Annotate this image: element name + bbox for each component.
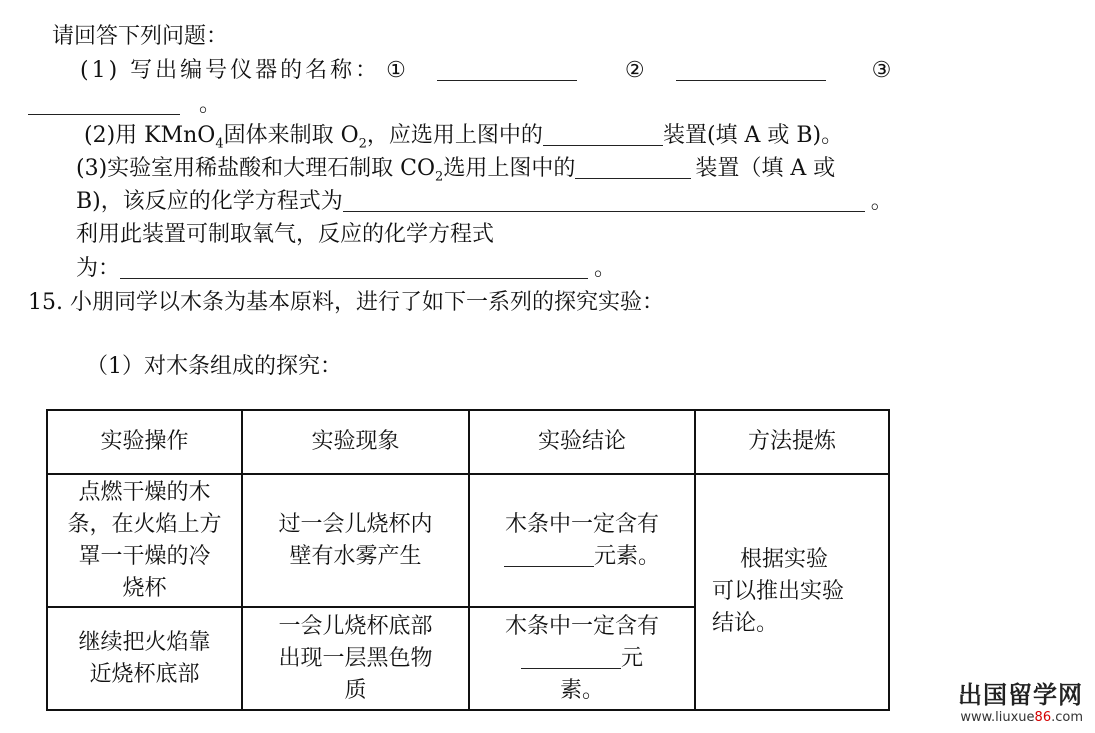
method-cell: 根据实验 可以推出实验 结论。: [695, 474, 889, 710]
q1-line2: 。: [28, 90, 221, 120]
header-operation: 实验操作: [47, 410, 242, 474]
watermark-logo: 出国留学网 www.liuxue86.com: [958, 681, 1083, 725]
experiment-table: [46, 409, 890, 711]
table-header-row: [47, 410, 889, 474]
q3-line2: B)，该反应的化学方程式为 。: [76, 189, 893, 214]
answer-blank-3[interactable]: [28, 92, 180, 115]
answer-blank-2[interactable]: [676, 58, 826, 81]
header-phenomenon: 实验现象: [242, 410, 469, 474]
answer-blank-q3[interactable]: [575, 156, 691, 179]
watermark-url: www.liuxue86.com: [960, 710, 1083, 725]
answer-blank-equation1[interactable]: [343, 189, 865, 212]
answer-blank-element-1[interactable]: [504, 542, 594, 567]
answer-blank-element-2[interactable]: [521, 644, 621, 669]
q3-line4: 为： 。: [76, 256, 617, 281]
q15-sub1: （1）对木条组成的探究：: [86, 354, 342, 379]
row2-operation: 继续把火焰靠 近烧杯底部: [47, 607, 242, 710]
intro-line: 请回答下列问题：: [52, 24, 229, 49]
answer-blank-q2[interactable]: [543, 123, 663, 146]
q2-line: (2)用 KMnO$_4$固体来制取 $O_2$，应选用上图中的 装置(填 A 或 B)。: [84, 123, 844, 152]
q15-title: 15. 小朋同学以木条为基本原料，进行了如下一系列的探究实验：: [28, 290, 664, 315]
header-conclusion: 实验结论: [469, 410, 695, 474]
q3-line3: 利用此装置可制取氧气，反应的化学方程式: [76, 222, 495, 247]
header-method: 方法提炼: [695, 410, 889, 474]
row2-phenomenon: 一会儿烧杯底部 出现一层黑色物 质: [242, 607, 469, 710]
row1-operation: 点燃干燥的木 条，在火焰上方 罩一干燥的冷 烧杯: [47, 474, 242, 607]
answer-blank-1[interactable]: [437, 58, 577, 81]
q3-line1: (3)实验室用稀盐酸和大理石制取 $CO_2$选用上图中的 装置（填 A 或: [76, 156, 836, 185]
row1-conclusion: 木条中一定含有 元素。: [469, 474, 695, 607]
row2-conclusion: 木条中一定含有 元 素。: [469, 607, 695, 710]
q1-line: (1) 写出编号仪器的名称： ① ② ③: [80, 58, 895, 83]
table-row: [47, 474, 889, 607]
row1-phenomenon: 过一会儿烧杯内 壁有水雾产生: [242, 474, 469, 607]
answer-blank-equation2[interactable]: [120, 256, 588, 279]
